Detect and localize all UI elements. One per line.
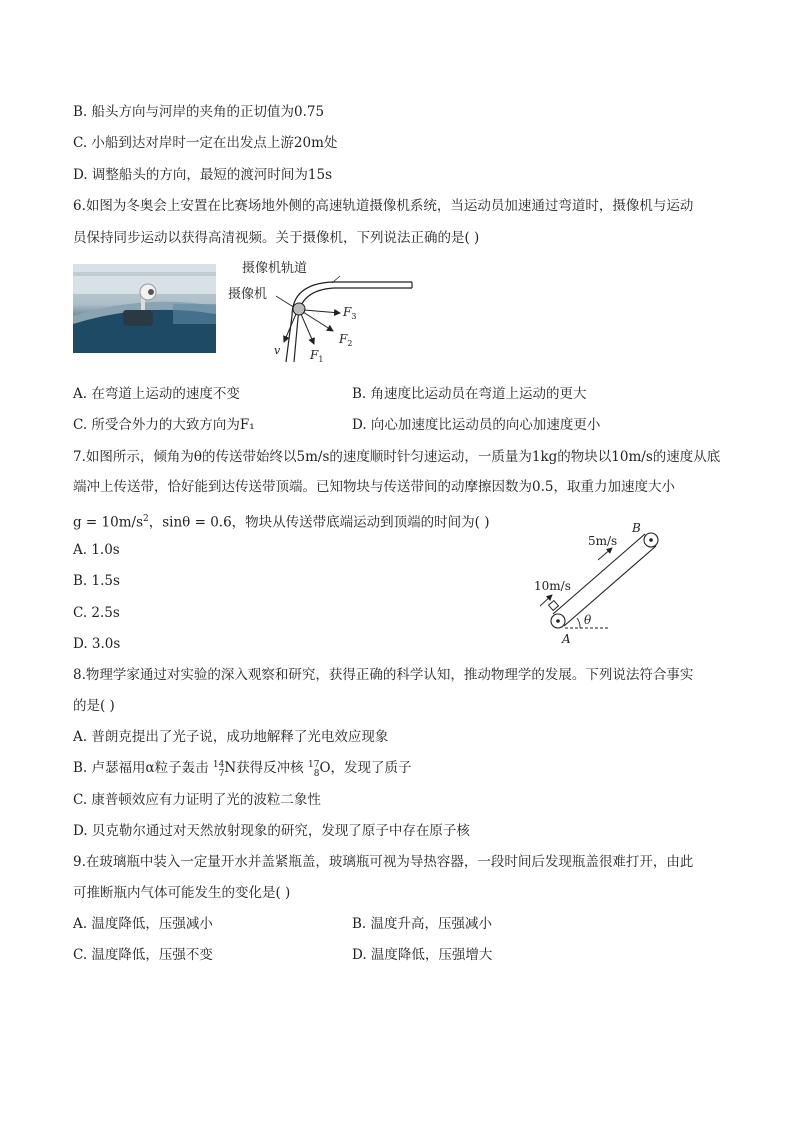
q8-option-a: A. 普朗克提出了光子说，成功地解释了光电效应现象 (73, 729, 389, 745)
q9-stem-line1: 9.在玻璃瓶中装入一定量开水并盖紧瓶盖，玻璃瓶可视为导热容器，一段时间后发现瓶盖很难打开，由此 (73, 854, 694, 870)
q5-option-c: C. 小船到达对岸时一定在出发点上游20m处 (73, 135, 338, 151)
q9-option-a: A. 温度降低，压强减小 (73, 916, 213, 932)
label-a: A (562, 632, 571, 646)
block-speed-label: 10m/s (534, 579, 571, 593)
camera-label: 摄像机 (228, 287, 268, 302)
conveyor-belt-diagram (528, 514, 668, 648)
q8-option-b: B. 卢瑟福用α粒子轰击 14 7 N获得反冲核 17 8 O，发现了质子 (73, 760, 412, 779)
force-f3-arrow (304, 310, 340, 313)
q7-option-b: B. 1.5s (73, 573, 120, 589)
q7-option-a: A. 1.0s (73, 542, 120, 558)
q7-stem-line1: 7.如图所示，倾角为θ的传送带始终以5m/s的速度顺时针匀速运动，一质量为1kg的物块以10m/s的速度从底 (73, 449, 721, 465)
camera-track-photo (73, 264, 216, 353)
q6-option-a: A. 在弯道上运动的速度不变 (73, 386, 240, 402)
block (549, 601, 559, 611)
track-label: 摄像机轨道 (242, 261, 308, 276)
q9-stem-line2: 可推断瓶内气体可能发生的变化是( ) (73, 885, 291, 901)
velocity-label: v (274, 344, 281, 357)
q7-stem-line3: $g = 10m/s^2$，sinθ = 0.6，物块从传送带底端运动到顶端的时间为( ) (73, 514, 490, 531)
force-f1-arrow (301, 314, 314, 344)
camera-point (293, 303, 305, 315)
q9-option-c: C. 温度降低，压强不变 (73, 947, 213, 963)
belt-speed-label: 5m/s (588, 534, 618, 548)
q7-option-d: D. 3.0s (73, 636, 121, 652)
camera-force-diagram (222, 256, 422, 368)
q8-stem-line1: 8.物理学家通过对实验的深入观察和研究，获得正确的科学认知，推动物理学的发展。下列说法符合事实 (73, 667, 694, 683)
q8-option-c: C. 康普顿效应有力证明了光的波粒二象性 (73, 792, 321, 808)
q6-option-c: C. 所受合外力的大致方向为F₁ (73, 417, 255, 433)
q5-option-b: B. 船头方向与河岸的夹角的正切值为0.75 (73, 104, 325, 120)
q7-stem-line2: 端冲上传送带，恰好能到达传送带顶端。已知物块与传送带间的动摩擦因数为0.5，取重力加速度大小 (73, 479, 675, 495)
belt-bottom-edge (564, 546, 656, 626)
q6-option-d: D. 向心加速度比运动员的向心加速度更小 (352, 417, 601, 433)
q5-option-d: D. 调整船头的方向，最短的渡河时间为15s (73, 167, 333, 183)
q8-stem-line2: 的是( ) (73, 698, 115, 714)
f3-label: $F_3$ (343, 305, 357, 321)
f2-label: $F_2$ (339, 332, 353, 348)
q6-option-b: B. 角速度比运动员在弯道上运动的更大 (352, 386, 587, 402)
label-b: B (632, 521, 641, 535)
camera-label-leader (276, 296, 295, 308)
velocity-arrow (284, 314, 296, 342)
q8-option-d: D. 贝克勒尔通过对天然放射现象的研究，发现了原子中存在原子核 (73, 823, 470, 839)
theta-arc (577, 618, 580, 628)
q6-stem-line2: 员保持同步运动以获得高清视频。关于摄像机，下列说法正确的是( ) (73, 230, 480, 246)
theta-label: θ (584, 613, 592, 627)
q6-stem-line1: 6.如图为冬奥会上安置在比赛场地外侧的高速轨道摄像机系统，当运动员加速通过弯道时，摄像机与运动 (73, 198, 694, 214)
q9-option-d: D. 温度降低，压强增大 (352, 947, 493, 963)
q7-option-c: C. 2.5s (73, 605, 120, 621)
q9-option-b: B. 温度升高，压强减小 (352, 916, 493, 932)
belt-speed-arrow (598, 548, 612, 560)
camera-photo-drawing (73, 264, 216, 353)
f1-label: $F_1$ (310, 348, 324, 364)
